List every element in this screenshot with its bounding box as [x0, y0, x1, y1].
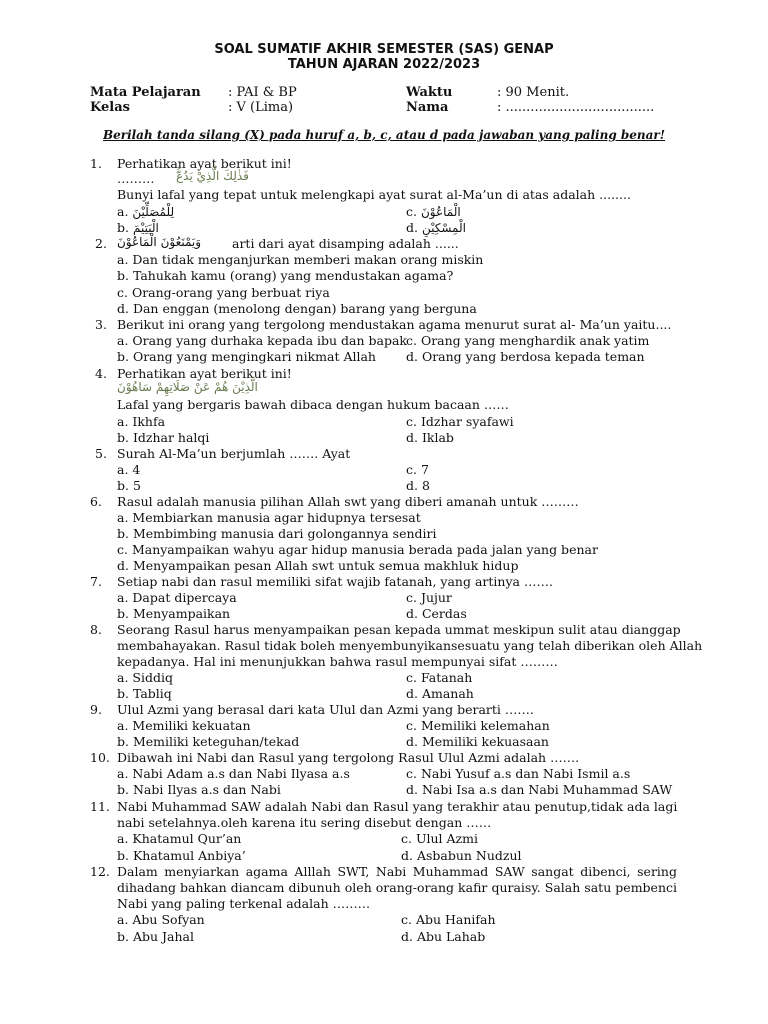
question-11-option-a: a. Khatamul Qur’an	[117, 831, 242, 846]
question-12-line1: Dalam menyiarkan agama Alllah SWT, Nabi Muhammad SAW sangat dibenci, sering	[117, 864, 677, 879]
question-1-number: 1.	[90, 156, 102, 171]
question-9-option-b: b. Memiliki keteguhan/tekad	[117, 734, 300, 749]
question-6-option-d: d. Menyampaikan pesan Allah swt untuk semua makhluk hidup	[117, 558, 519, 573]
question-5-stem: Surah Al-Ma’un berjumlah ……. Ayat	[117, 446, 351, 461]
time-label: Waktu	[406, 85, 453, 100]
question-8-option-d: d. Amanah	[406, 686, 474, 701]
class-label: Kelas	[90, 100, 130, 115]
question-12-option-c: c. Abu Hanifah	[401, 912, 496, 927]
question-3-stem: Berikut ini orang yang tergolong mendustakan agama menurut surat al- Ma’un yaitu....	[117, 317, 672, 332]
question-8-option-a: a. Siddiq	[117, 670, 173, 685]
question-6-option-c: c. Manyampaikan wahyu agar hidup manusia berada pada jalan yang benar	[117, 542, 598, 557]
question-6-stem: Rasul adalah manusia pilihan Allah swt yang diberi amanah untuk ………	[117, 494, 579, 509]
question-2-option-d: d. Dan enggan (menolong dengan) barang yang berguna	[117, 301, 477, 316]
class-value: : V (Lima)	[228, 100, 294, 115]
question-10-option-a: a. Nabi Adam a.s dan Nabi Ilyasa a.s	[117, 766, 350, 781]
question-4-option-c: c. Idzhar syafawi	[406, 414, 514, 429]
question-3-option-d: d. Orang yang berdosa kepada teman	[406, 349, 645, 364]
question-12-number: 12.	[90, 864, 110, 879]
question-9-stem: Ulul Azmi yang berasal dari kata Ulul dan Azmi yang berarti …….	[117, 702, 534, 717]
question-7-stem: Setiap nabi dan rasul memiliki sifat wajib fatanah, yang artinya …….	[117, 574, 553, 589]
question-2-number: 2.	[95, 236, 107, 251]
question-8-line2: membahayakan. Rasul tidak boleh menyembunyikansesuatu yang telah diberikan oleh Allah	[117, 638, 703, 653]
question-10-option-b: b. Nabi Ilyas a.s dan Nabi	[117, 782, 281, 797]
question-4-option-b: b. Idzhar halqi	[117, 430, 210, 445]
question-3-option-b: b. Orang yang mengingkari nikmat Allah	[117, 349, 376, 364]
question-2-option-a: a. Dan tidak menganjurkan memberi makan orang miskin	[117, 252, 484, 267]
question-11-number: 11.	[90, 799, 110, 814]
question-7-option-b: b. Menyampaikan	[117, 606, 231, 621]
question-5-number: 5.	[95, 446, 107, 461]
question-12-line2: dihadang bahkan diancam dibunuh oleh orang-orang kafir quraisy. Salah satu pembenci	[117, 880, 677, 895]
question-1-option-c: c. الْمَاعُوْنَ	[406, 204, 461, 219]
question-11-line2: nabi setelahnya.oleh karena itu sering disebut dengan ……	[117, 815, 492, 830]
question-3-number: 3.	[95, 317, 107, 332]
question-10-option-d: d. Nabi Isa a.s dan Nabi Muhammad SAW	[406, 782, 673, 797]
question-1-option-b: b. الْيَتِيْمَ	[117, 220, 159, 235]
question-10-option-c: c. Nabi Yusuf a.s dan Nabi Ismil a.s	[406, 766, 631, 781]
question-9-option-d: d. Memiliki kekuasaan	[406, 734, 549, 749]
question-2-option-b: b. Tahukah kamu (orang) yang mendustakan agama?	[117, 268, 454, 283]
question-1-dots: ………	[117, 171, 155, 186]
question-2-stem: arti dari ayat disamping adalah ......	[232, 236, 459, 251]
subject-label: Mata Pelajaran	[90, 85, 201, 100]
question-4-line2: Lafal yang bergaris bawah dibaca dengan hukum bacaan ……	[117, 397, 509, 412]
question-4-stem: Perhatikan ayat berikut ini!	[117, 366, 292, 381]
question-1-arabic: فَذٰلِكَ الَّذِيْ يَدُعُّ	[176, 169, 249, 183]
name-label: Nama	[406, 100, 449, 115]
question-12-option-a: a. Abu Sofyan	[117, 912, 205, 927]
time-value: : 90 Menit.	[497, 85, 570, 100]
question-8-line1: Seorang Rasul harus menyampaikan pesan kepada ummat meskipun sulit atau dianggap	[117, 622, 681, 637]
question-12-option-d: d. Abu Lahab	[401, 929, 486, 944]
question-6-number: 6.	[90, 494, 102, 509]
question-11-option-b: b. Khatamul Anbiya’	[117, 848, 246, 863]
question-7-option-a: a. Dapat dipercaya	[117, 590, 237, 605]
name-value: : ....................................	[497, 100, 655, 115]
question-1-option-a: a. لِلْمُصَلِّيْنَ	[117, 204, 175, 219]
question-12-line3: Nabi yang paling terkenal adalah ………	[117, 896, 371, 911]
question-8-line3: kepadanya. Hal ini menunjukkan bahwa rasul mempunyai sifat ………	[117, 654, 558, 669]
question-9-option-a: a. Memiliki kekuatan	[117, 718, 251, 733]
question-10-number: 10.	[90, 750, 110, 765]
question-7-option-d: d. Cerdas	[406, 606, 467, 621]
instruction: Berilah tanda silang (X) pada huruf a, b, c, atau d pada jawaban yang paling benar!	[102, 128, 666, 142]
question-1-option-d: d. الْمِسْكِيْنِ	[406, 220, 466, 235]
question-5-option-d: d. 8	[406, 478, 430, 493]
question-2-option-c: c. Orang-orang yang berbuat riya	[117, 285, 330, 300]
question-3-option-a: a. Orang yang durhaka kepada ibu dan bapak	[117, 333, 408, 348]
question-9-number: 9.	[90, 702, 102, 717]
question-5-option-a: a. 4	[117, 462, 141, 477]
question-4-number: 4.	[95, 366, 107, 381]
question-9-option-c: c. Memiliki kelemahan	[406, 718, 550, 733]
question-7-option-c: c. Jujur	[406, 590, 452, 605]
subject-value: : PAI & BP	[228, 85, 297, 100]
question-11-line1: Nabi Muhammad SAW adalah Nabi dan Rasul yang terakhir atau penutup,tidak ada lagi	[117, 799, 678, 814]
question-8-option-b: b. Tabliq	[117, 686, 172, 701]
question-5-option-b: b. 5	[117, 478, 141, 493]
question-3-option-c: c. Orang yang menghardik anak yatim	[406, 333, 650, 348]
question-6-option-b: b. Membimbing manusia dari golongannya sendiri	[117, 526, 437, 541]
question-6-option-a: a. Membiarkan manusia agar hidupnya tersesat	[117, 510, 421, 525]
question-2-arabic: وَيَمْنَعُوْنَ الْمَاعُوْنَ	[117, 235, 202, 249]
question-8-number: 8.	[90, 622, 102, 637]
question-1-line1: Perhatikan ayat berikut ini!	[117, 156, 292, 171]
question-4-option-a: a. Ikhfa	[117, 414, 166, 429]
question-11-option-c: c. Ulul Azmi	[401, 831, 478, 846]
question-12-option-b: b. Abu Jahal	[117, 929, 194, 944]
question-4-arabic: الَّذِيْنَ هُمْ عَنْ صَلَاتِهِمْ سَاهُوْنَ	[117, 380, 258, 394]
question-7-number: 7.	[90, 574, 102, 589]
document-title: SOAL SUMATIF AKHIR SEMESTER (SAS) GENAP	[214, 42, 554, 57]
question-8-option-c: c. Fatanah	[406, 670, 473, 685]
question-11-option-d: d. Asbabun Nudzul	[401, 848, 522, 863]
question-5-option-c: c. 7	[406, 462, 429, 477]
question-10-stem: Dibawah ini Nabi dan Rasul yang tergolong Rasul Ulul Azmi adalah …….	[117, 750, 580, 765]
question-4-option-d: d. Iklab	[406, 430, 454, 445]
document-subtitle: TAHUN AJARAN 2022/2023	[287, 57, 481, 72]
question-1-line2: Bunyi lafal yang tepat untuk melengkapi ayat surat al-Ma’un di atas adalah ........	[117, 187, 631, 202]
